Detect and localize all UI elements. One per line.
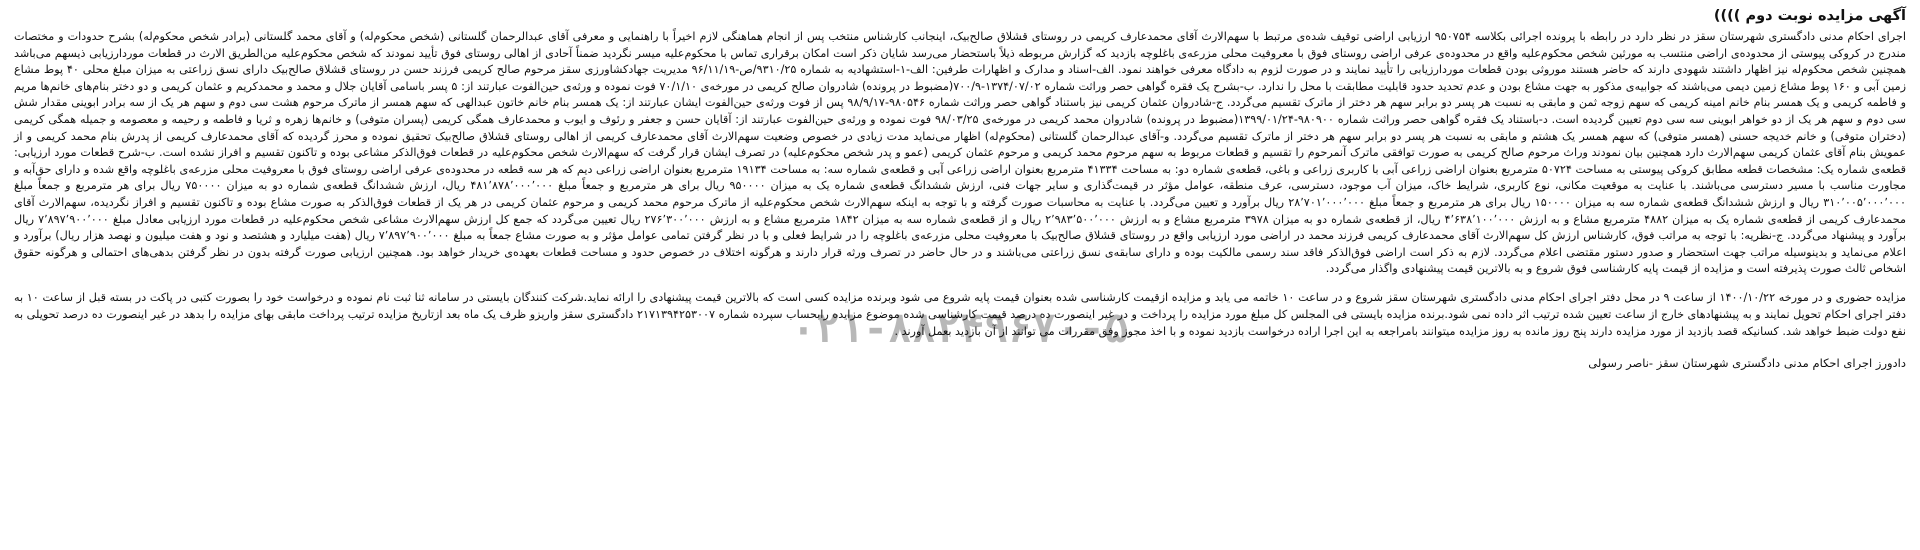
- notice-body: اجرای احکام مدنی دادگستری شهرستان سقز در نظر دارد در رابطه با پرونده اجرائی بکلاسه ۹۵۰۷۵۴ ارزیابی اراضی توقیف شده‌ی مرتبط با سهم‌الارث آقای محمدعارف کریمی در روستای قشلاق صالح‌بیک، اینجانب کارشناس منتخب پس از انجام هماهنگی لازم اخیراً با راهنمایی و معرفی آقای عبدالرحمان گلستانی (شخص محکوم‌له) و آقای محمد گلستانی (برادر شخص محکوم‌له) بشرح حدودات و مختصات مندرج در کروکی پیوستی از محدوده‌ی اراضی منتسب به مورثین شخص محکوم‌علیه واقع در محدوده‌ی عرفی اراضی روستای فوق با معروفیت محلی مزرعه‌ی باغلوچه بازدید که گزارش مربوطه ذیلاً باستحضار می‌رسد شایان ذکر است امکان برقراری تماس با محکوم‌علیه میسر نگردید ضمناً آحادی از اهالی روستای فوق تأیید نمودند که شخص محکوم‌علیه من‌الطریق الارث در قطعات موردارزیابی ذیسهم می‌باشد همچنین شخص محکوم‌له نیز اظهار داشتند شهودی دارند که حاضر هستند موروثی بودن قطعات موردارزیابی را تأیید نمایند و در صورت لزوم به دادگاه معرفی خواهند نمود. الف-اسناد و مدارک و اظهارات طرفین: الف-۱-استشهادیه به شماره ۹۳۱۰/۲۵/ص-۹۶/۱۱/۱۹ مدیریت جهادکشاورزی سقز مرحوم صالح کریمی فرزند حسن در روستای قشلاق صالح‌بیک دارای نسق زراعتی به میزان مبلغ محلی ۴۰ پوط مشاع زمین آبی و ۱۶۰ پوط مشاع زمین دیمی می‌باشند که جوابیه‌ی مذکور به جهت مشاع بودن و عدم تحدید حدود قابلیت مطابقت با محل را ندارد. ب-بشرح یک فقره گواهی حصر وراثت شماره ۱۳۷۴/۰۷/۰۲-۷۰۰/۹(مضبوط در پرونده) شادروان صالح کریمی در مورخه‌ی ۷۰/۱/۱۰ فوت نموده و ورثه‌ی حین‌الفوت عبارتند از: ۵ پسر باسامی آقایان جلال و محمد و محمدکریم و عثمان کریمی و دو دختر بنام‌های خانم‌ها مریم و فاطمه کریمی و یک همسر بنام خانم امینه کریمی که سهم زوجه ثمن و مابقی به نسبت هر پسر دو برابر سهم هر دختر از ماترک تقسیم می‌گردد. ج-شادروان عثمان کریمی نیز باستناد گواهی حصر وراثت شماره ۹۸۰۵۴۶-۹۸/۹/۱۷ پس از فوت ورثه‌ی حین‌الفوت ایشان عبارتند از: یک همسر بنام خانم خاتون عبدالهی که سهم همسر از ماترک مرحوم هشت سی دوم و سهم هر یک از سه برادر ابوینی مقدار شش سی دوم و سهم هر یک از دو خواهر ابوینی سه سی دوم تعیین گردیده است. د-باستناد یک فقره گواهی حصر وراثت شماره ۹۸۰۹۰۰-۱۳۹۹/۰۱/۲۴(مضبوط در پرونده) شادروان محمد کریمی در مورخه‌ی ۹۸/۰۳/۲۵ فوت نموده و ورثه‌ی حین‌الفوت عبارتند از: آقایان حسن و جعفر و رئوف و ایوب و محمدعارف همگی کریمی (پسران متوفی) و خانم‌ها زهره و ثریا و فاطمه و رحیمه و معصومه و جمیله همگی کریمی (دختران متوفی) و خانم خدیجه حسنی (همسر متوفی) که سهم همسر یک هشتم و مابقی به نسبت هر پسر دو برابر سهم هر دختر از ماترک تقسیم می‌گردد. و-آقای عبدالرحمان گلستانی (محکوم‌له) اظهار می‌نماید مدت زیادی در خصوص وضعیت سهم‌الارث آقای محمدعارف کریمی از اهالی روستای قشلاق صالح‌بیک تحقیق نموده و محرز گردیده که آقای محمدعارف کریمی از پدرش بنام محمد کریمی و از عمویش بنام آقای عثمان کریمی سهم‌الارث دارد همچنین بیان نمودند وراث مرحوم صالح کریمی به صورت توافقی ماترک آنمرحوم را تقسیم و قطعات مربوط به سهم مرحوم محمد کریمی و مرحوم عثمان کریمی (عمو و پدر شخص محکوم‌علیه) در تصرف ایشان قرار گرفت که سهم‌الارث شخص محکوم‌علیه در قطعات فوق‌الذکر مشاعی بوده و تاکنون تقسیم و افراز نشده است. ب-شرح قطعات مورد ارزیابی: قطعه‌ی شماره یک: مشخصات قطعه مطابق کروکی پیوستی به مساحت ۵۰۷۲۴ مترمربع بعنوان اراضی زراعی آبی با کاربری زراعی و باغی، قطعه‌ی شماره دو: به مساحت ۴۱۳۳۴ مترمربع بعنوان اراضی زراعی آبی و قطعه‌ی شماره سه: به مساحت ۱۹۱۳۴ مترمربع بعنوان اراضی زراعی دیم که هر سه قطعه در محدوده‌ی عرفی اراضی روستای فوق با معروفیت محلی مزرعه‌ی باغلوچه واقع شده و دارای حق‌آبه و مجاورت مناسب با مسیر دسترسی می‌باشند. با عنایت به موقعیت مکانی، نوع کاربری، شرایط خاک، میزان آب موجود، دسترسی، عرف منطقه، عوامل مؤثر در قیمت‌گذاری و سایر جهات فنی، ارزش ششدانگ قطعه‌ی شماره یک به میزان ۹۵۰۰۰۰ ریال برای هر مترمربع و جمعاً مبلغ ۴۸۱٬۸۷۸٬۰۰۰٬۰۰۰ ریال، ارزش ششدانگ قطعه‌ی شماره دو به میزان ۷۵۰۰۰۰ ریال برای هر مترمربع و جمعاً مبلغ ۳۱۰٬۰۰۵٬۰۰۰٬۰۰۰ ریال و ارزش ششدانگ قطعه‌ی شماره سه به میزان ۱۵۰۰۰۰ ریال برای هر مترمربع و جمعاً مبلغ ۲۸٬۷۰۱٬۰۰۰٬۰۰۰ ریال برآورد و تعیین می‌گردد. با عنایت به محاسبات صورت گرفته و با توجه به اینکه سهم‌الارث شخص محکوم‌علیه از ماترک مرحوم محمد کریمی و مرحوم عثمان کریمی در هر یک از قطعات فوق‌الذکر به صورت مشاع بوده و تاکنون تقسیم و افراز نگردیده، سهم‌الارث آقای محمدعارف کریمی از قطعه‌ی شماره یک به میزان ۴۸۸۲ مترمربع مشاع و به ارزش ۴٬۶۳۸٬۱۰۰٬۰۰۰ ریال، از قطعه‌ی شماره دو به میزان ۳۹۷۸ مترمربع مشاع و به ارزش ۲٬۹۸۳٬۵۰۰٬۰۰۰ ریال و از قطعه‌ی شماره سه به میزان ۱۸۴۲ مترمربع مشاع و به ارزش ۲۷۶٬۳۰۰٬۰۰۰ ریال تعیین می‌گردد که جمع کل ارزش سهم‌الارث مشاعی شخص محکوم‌علیه در قطعات مورد ارزیابی معادل مبلغ ۷٬۸۹۷٬۹۰۰٬۰۰۰ ریال برآورد و پیشنهاد می‌گردد. ج-نظریه: با توجه به مراتب فوق، کارشناس ارزش کل سهم‌الارث آقای محمدعارف کریمی فرزند محمد در اراضی مورد ارزیابی واقع در روستای قشلاق صالح‌بیک با معروفیت محلی مزرعه‌ی باغلوچه را در شرایط فعلی و با در نظر گرفتن تمامی عوامل مؤثر و به صورت مشاع جمعاً به مبلغ ۷٬۸۹۷٬۹۰۰٬۰۰۰ ریال (هفت میلیارد و هشتصد و نود و هفت میلیون و نهصد هزار ریال) برآورد و اعلام می‌نماید و بدینوسیله مراتب جهت استحضار و صدور دستور مقتضی اعلام می‌گردد. لازم به ذکر است اراضی فوق‌الذکر فاقد سند رسمی مالکیت بوده و دارای سابقه‌ی نسق زراعتی می‌باشند و در حال حاضر در تصرف ورثه قرار دارند و هرگونه اختلاف در خصوص حدود و مساحت قطعات بعهده‌ی خریدار خواهد بود. همچنین ارزیابی صورت گرفته بدون در نظر گرفتن بدهی‌های احتمالی و هرگونه حقوق اشخاص ثالث صورت پذیرفته است و مزایده از قیمت پایه کارشناسی فوق شروع و به بالاترین قیمت پیشنهادی واگذار می‌گردد.: [14, 30, 1907, 276]
- notice-page: [14, 6, 1906, 544]
- watermark-phone-number: ۰۲۱-۸۸۲۴۹۶۷۰-۵: [791, 306, 1129, 352]
- auction-terms: مزایده حضوری و در مورخه ۱۴۰۰/۱۰/۲۲ از ساعت ۹ در محل دفتر اجرای احکام مدنی دادگستری شهرستان سقز شروع و در ساعت ۱۰ خاتمه می یابد و مزایده ازقیمت کارشناسی شده بعنوان قیمت پایه شروع می شود وبرنده مزایده کسی است که بالاترین قیمت پیشنهادی را ارائه نماید.شرکت کنندگان بایستی در سامانه ثنا ثبت نام نموده و درخواست خود را بصورت کتبی در پاکت در بسته قبل از ساعت ۱۰ به دفتر اجرای احکام تحویل نمایند و به پیشنهادهای خارج از ساعت تعیین شده ترتیب اثر داده نمی شود.برنده مزایده بایستی فی المجلس کل مبلغ مورد مزایده را پرداخت و در غیر اینصورت ده درصد قیمت کارشناسی شده موضوع مزایده رابحساب سپرده شماره ۲۱۷۱۳۹۴۲۵۳۰۰۷ دادگستری سقز واریزو ظرف یک ماه بعد ازتاریخ مزایده ترتیب پرداخت مابقی بهای مزایده را بدهد در غیر اینصورت ده درصد تحویلی به نفع دولت ضبط خواهد شد. کسانیکه قصد بازدید از مورد مزایده دارند پنج روز مانده به روز مزایده میتوانند بامراجعه به این اجرا اراده درخواست بازدید نموده و با اخذ مجوز وفق مقررات می توانند از آن بازدید بعمل آورند .: [14, 290, 1907, 338]
- notice-title: آگهی مزایده نوبت دوم )))): [1713, 8, 1906, 24]
- signature-line: دادورز اجرای احکام مدنی دادگستری شهرستان سقز -ناصر رسولی: [1588, 356, 1906, 371]
